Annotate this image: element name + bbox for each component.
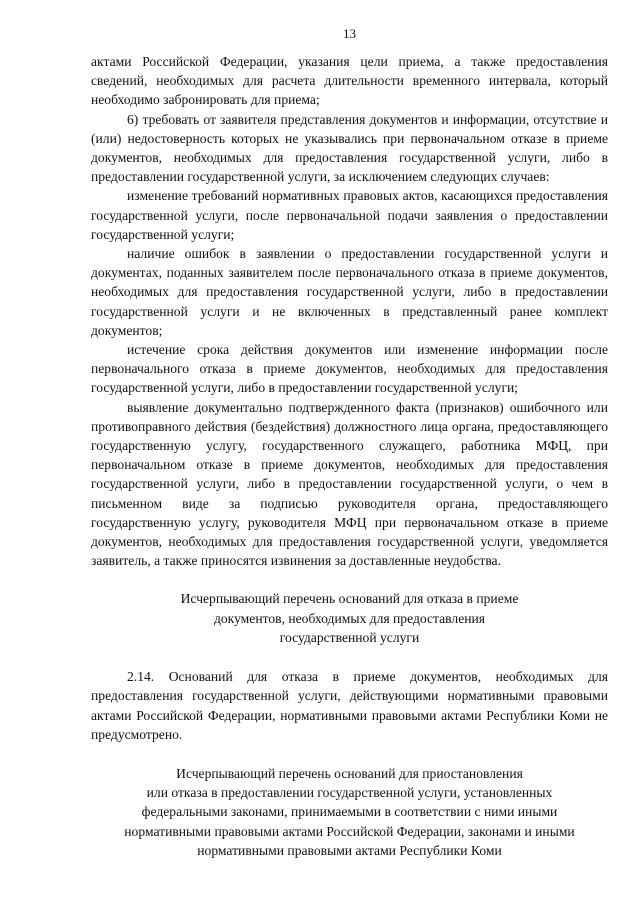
paragraph-item-6: 6) требовать от заявителя представления документов и информации, отсутствие и (или) недостоверность которых не указывались при первоначальном отказе в приеме документов, необходимых для предоставления государственной услуги, либо в предоставлении государственной услуги, за исключением следующих случаев:	[91, 111, 608, 185]
paragraph-exception-1: изменение требований нормативных правовых актов, касающихся предоставления государственной услуги, после первоначальной подачи заявления о предоставлении государственной услуги;	[91, 188, 608, 242]
heading-line: Исчерпывающий перечень оснований для приостановления	[176, 765, 523, 781]
heading-line: нормативными правовыми актами Республики Коми	[197, 842, 502, 858]
body-text-top	[91, 52, 608, 570]
paragraph-exception-3: истечение срока действия документов или изменение информации после первоначального отказа в приеме документов, необходимых для предоставления государственной услуги, либо в предоставлении государственной услуги;	[91, 342, 608, 396]
paragraph-continuation: актами Российской Федерации, указания цели приема, а также предоставления сведений, необходимых для расчета длительности временного интервала, который необходимо забронировать для приема;	[91, 54, 608, 108]
section-heading-suspension	[91, 764, 608, 860]
section-heading-refusal	[91, 589, 608, 647]
page-number: 13	[343, 26, 356, 41]
heading-line: Исчерпывающий перечень оснований для отказа в приеме	[180, 591, 519, 607]
paragraph-exception-2: наличие ошибок в заявлении о предоставлении государственной услуги и документах, поданных заявителем после первоначального отказа в приеме документов, необходимых для предоставления государственной услуги, либо в предоставлении государственной услуги и не включенных в представленный ранее комплект документов;	[91, 246, 608, 338]
heading-line: или отказа в предоставлении государственной услуги, установленных	[146, 785, 553, 801]
heading-line: документов, необходимых для предоставления	[213, 610, 486, 626]
heading-line: государственной услуги	[279, 629, 420, 645]
heading-line: федеральными законами, принимаемыми в соответствии с ними иными	[141, 804, 558, 820]
heading-line: нормативными правовыми актами Российской Федерации, законами и иными	[124, 823, 575, 839]
body-text-214	[91, 667, 608, 744]
paragraph-2-14: 2.14. Оснований для отказа в приеме документов, необходимых для предоставления государственной услуги, действующими нормативными правовыми актами Российской Федерации, нормативными правовыми актами Республики Коми не предусмотрено.	[91, 669, 608, 742]
paragraph-exception-4: выявление документально подтвержденного факта (признаков) ошибочного или противоправного действия (бездействия) должностного лица органа, предоставляющего государственную услугу, государственного служащего, работника МФЦ, при первоначальном отказе в приеме документов, необходимых для предоставления государственной услуги, либо в предоставлении государственной услуги, о чем в письменном виде за подписью руководителя органа, предоставляющего государственную услугу, руководителя МФЦ при первоначальном отказе в приеме документов, необходимых для предоставления государственной услуги, уведомляется заявитель, а также приносятся извинения за доставленные неудобства.	[91, 399, 608, 569]
